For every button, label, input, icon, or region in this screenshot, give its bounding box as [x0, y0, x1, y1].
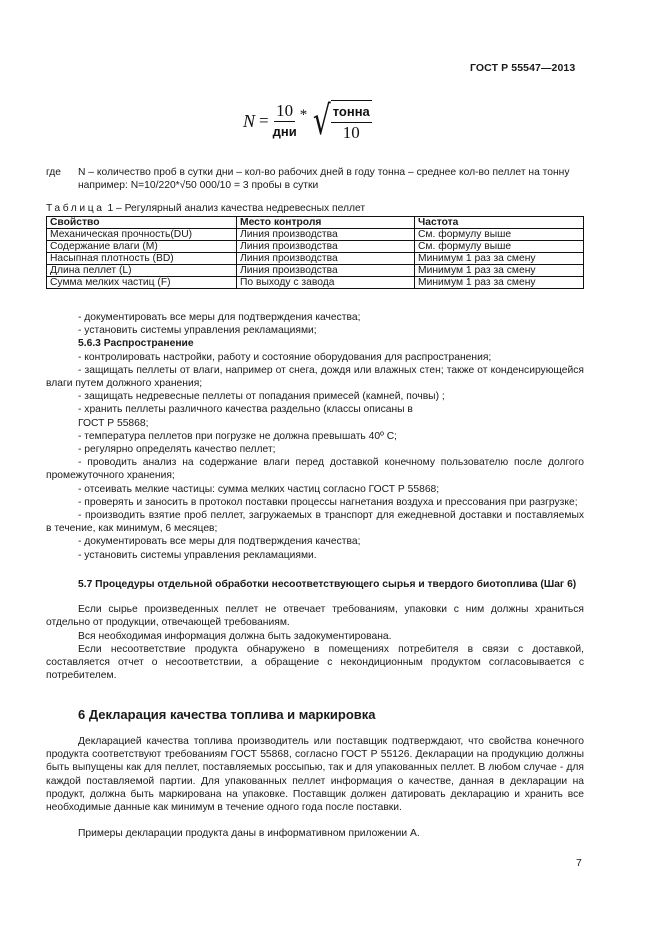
- cell-frequency: Минимум 1 раз за смену: [415, 253, 584, 265]
- cell-property: Сумма мелких частиц (F): [47, 277, 237, 289]
- list-item: - хранить пеллеты различного качества раздельно (классы описаны в: [78, 404, 413, 416]
- page-number: 7: [576, 857, 582, 869]
- formula-sqrt-body: [331, 100, 372, 143]
- paragraph: Если сырье произведенных пеллет не отвечает требованиям, упаковки с ним должны храниться отдельно от продукции, отвечающей требованиям.: [46, 604, 584, 629]
- cell-control-point: По выходу с завода: [237, 277, 415, 289]
- list-item: - регулярно определять качество пеллет;: [78, 444, 276, 456]
- section-6: [46, 707, 584, 840]
- table-row: [47, 277, 584, 289]
- list-item: - температура пеллетов при погрузке не должна превышать 40º С;: [78, 430, 398, 442]
- section-5-7: [46, 578, 584, 682]
- radical-sign-icon: √: [313, 98, 331, 144]
- list-item: - производить взятие проб пеллет, загружаемых в транспорт для ежедневной доставки и поставляемых в течение, как минимум, 6 месяцев;: [46, 510, 584, 535]
- formula-numerator: 10: [276, 100, 294, 120]
- list-item: - проверять и заносить в протокол поставки процессы нагнетания воздуха и прессования при разгрузке;: [78, 496, 578, 508]
- cell-property: Содержание влаги (M): [47, 241, 237, 253]
- list-item: - документировать все меры для подтверждения качества;: [78, 312, 361, 323]
- cell-property: Длина пеллет (L): [47, 265, 237, 277]
- table-row: [47, 265, 584, 277]
- formula-equals: =: [259, 111, 269, 130]
- where-text: N – количество проб в сутки дни – кол-во рабочих дней в году тонна – среднее кол-во пеллет на тонну например: N=10/220*√50 000/10 = 3 пробы в сутки: [78, 167, 570, 191]
- list-item: - установить системы управления рекламациями.: [78, 549, 317, 561]
- list-item: - отсеивать мелкие частицы: сумма мелких частиц согласно ГОСТ Р 55868;: [78, 483, 440, 495]
- list-item: - контролировать настройки, работу и состояние оборудования для распространения;: [78, 351, 492, 363]
- list-item: - документировать все меры для подтверждения качества;: [78, 536, 361, 548]
- quality-analysis-table: [46, 216, 584, 289]
- table-caption: [46, 203, 365, 215]
- formula-sqrt: [309, 100, 372, 143]
- paragraph: Декларацией качества топлива производитель или поставщик подтверждают, что свойства конечного продукта соответствуют требованиям ГОСТ 55868, согласно ГОСТ Р 55126. Декларации на продукцию должны быть выпущены как для пеллет, поставляемых россыпью, так и для упакованных пеллет. В любом случае - для каждой поставляемой партии. Для упакованных пеллет информация о качестве, данная в декларации на продукт, должна быть маркирована на упаковке. Поставщик должен датировать декларацию и хранить все необходимые данные как минимум в течение одного года после поставки.: [46, 736, 584, 814]
- list-item-continuation: ГОСТ Р 55868;: [78, 417, 149, 429]
- cell-control-point: Линия производства: [237, 229, 415, 241]
- list-item: - защищать недревесные пеллеты от попадания примесей (камней, почвы) ;: [78, 391, 445, 403]
- formula-sqrt-fraction: [331, 102, 372, 143]
- paragraph: Вся необходимая информация должна быть задокументирована.: [78, 630, 392, 642]
- formula-lhs: N: [243, 110, 256, 131]
- table-row: [47, 253, 584, 265]
- paragraph: Примеры декларации продукта даны в информативном приложении А.: [78, 828, 420, 840]
- cell-control-point: Линия производства: [237, 265, 415, 277]
- table-caption-title: 1 – Регулярный анализ качества недревесных пеллет: [104, 203, 366, 214]
- formula-fraction: [273, 101, 297, 142]
- section-heading-6: 6 Декларация качества топлива и маркировка: [78, 707, 376, 722]
- cell-property: Механическая прочность(DU): [47, 229, 237, 241]
- cell-property: Насыпная плотность (BD): [47, 253, 237, 265]
- sampling-formula: [243, 98, 372, 144]
- column-header-frequency: Частота: [415, 217, 584, 229]
- section-heading-5-7: 5.7 Процедуры отдельной обработки несоответствующего сырья и твердого биотоплива (Шаг 6): [78, 579, 577, 590]
- section-5-6-3: [46, 311, 584, 562]
- document-code-header: ГОСТ Р 55547—2013: [470, 62, 576, 74]
- cell-control-point: Линия производства: [237, 241, 415, 253]
- cell-frequency: См. формулу выше: [415, 241, 584, 253]
- formula-sqrt-denominator: 10: [342, 122, 360, 142]
- list-item: - защищать пеллеты от влаги, например от снега, дождя или влажных стен; также от конденсирующейся влаги путем должного хранения;: [46, 364, 584, 390]
- formula-explanation: [46, 166, 586, 192]
- table-row: [47, 229, 584, 241]
- cell-frequency: См. формулу выше: [415, 229, 584, 241]
- where-label: где: [46, 167, 62, 178]
- column-header-property: Свойство: [47, 217, 237, 229]
- table-caption-prefix: Таблица: [46, 203, 105, 214]
- table-header-row: [47, 217, 584, 229]
- cell-frequency: Минимум 1 раз за смену: [415, 265, 584, 277]
- list-item: - установить системы управления рекламациями;: [78, 325, 317, 337]
- column-header-control-point: Место контроля: [237, 217, 415, 229]
- cell-control-point: Линия производства: [237, 253, 415, 265]
- table-row: [47, 241, 584, 253]
- section-heading-5-6-3: 5.6.3 Распространение: [78, 338, 194, 350]
- paragraph: Если несоответствие продукта обнаружено в помещениях потребителя в связи с доставкой, составляется отчет о несоответствии, а обращение с некондиционным продуктом согласовывается с потребителем.: [46, 643, 584, 682]
- formula-denominator: дни: [272, 123, 297, 139]
- formula-sqrt-numerator: тонна: [331, 102, 372, 123]
- list-item: - проводить анализ на содержание влаги перед доставкой конечному пользователю после долгого промежуточного хранения;: [46, 457, 584, 482]
- formula-operator: *: [299, 106, 308, 123]
- cell-frequency: Минимум 1 раз за смену: [415, 277, 584, 289]
